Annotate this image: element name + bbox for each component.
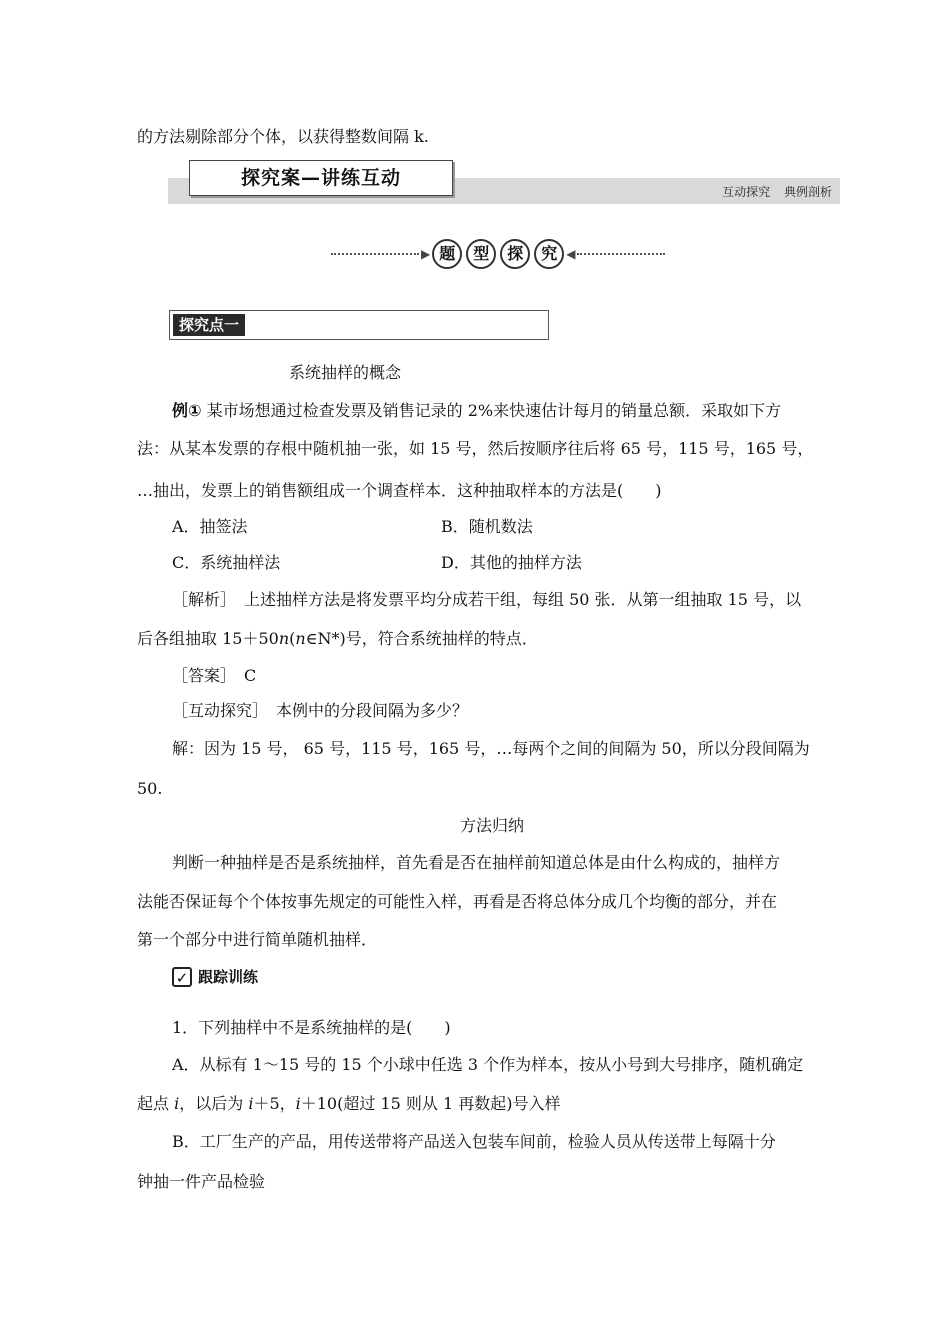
section-char-3: 探 xyxy=(500,239,530,269)
var-n: n xyxy=(278,629,290,648)
q1-text-c: ＋5， xyxy=(253,1094,296,1113)
answer: ［答案］ C xyxy=(172,666,257,685)
q1-text-a: 起点 xyxy=(137,1094,175,1113)
method-line-3: 第一个部分中进行简单随机抽样． xyxy=(137,930,378,949)
tracking-header xyxy=(172,966,258,987)
tracking-label: 跟踪训练 xyxy=(198,968,259,986)
analysis-text-a: 后各组抽取 15＋50 xyxy=(137,629,279,648)
banner-tag-explore: 互动探究 xyxy=(722,185,771,199)
dotted-rule-right xyxy=(577,253,665,255)
example-line-3: …抽出，发票上的销售额组成一个调查样本．这种抽取样本的方法是( ) xyxy=(137,481,662,500)
var-n: n xyxy=(295,629,306,648)
section-char-1: 题 xyxy=(432,239,462,269)
q1-text-d: ＋10(超过 15 则从 1 再数起)号入样 xyxy=(300,1094,561,1113)
banner-title: 探究案—讲练互动 xyxy=(189,160,453,196)
method-title: 方法归纳 xyxy=(460,816,525,835)
q1-option-b-1: B．工厂生产的产品，用传送带将产品送入包装车间前，检验人员从传送带上每隔十分 xyxy=(172,1132,776,1151)
method-line-1: 判断一种抽样是否是系统抽样，首先看是否在抽样前知道总体是由什么构成的，抽样方 xyxy=(172,853,781,872)
banner-tag-examples: 典例剖析 xyxy=(783,185,832,199)
example-line-1 xyxy=(172,400,781,422)
analysis-text-c: ∈N*)号，符合系统抽样的特点． xyxy=(305,629,538,648)
dotted-rule-left xyxy=(331,253,419,255)
point-label: 探究点一 xyxy=(173,314,245,336)
example-line-2: 法：从某本发票的存根中随机抽一张，如 15 号，然后按顺序往后将 65 号，115 号，165 号， xyxy=(137,439,814,458)
banner-tags xyxy=(712,184,832,200)
var-i: i xyxy=(248,1094,254,1113)
q1-option-a-2 xyxy=(137,1093,560,1115)
section-char-2: 型 xyxy=(466,239,496,269)
section-char-4: 究 xyxy=(534,239,564,269)
q1-stem: 1．下列抽样中不是系统抽样的是( ) xyxy=(172,1018,451,1037)
analysis-text-b: ( xyxy=(289,629,296,648)
point-box xyxy=(169,310,549,340)
method-line-2: 法能否保证每个个体按事先规定的可能性入样，再看是否将总体分成几个均衡的部分，并在 xyxy=(137,892,778,911)
point-title: 系统抽样的概念 xyxy=(289,363,402,382)
var-i: i xyxy=(174,1094,180,1113)
option-a: A．抽签法 xyxy=(172,517,248,536)
arrow-left-icon: ◀ xyxy=(566,247,576,261)
q1-option-b-2: 钟抽一件产品检验 xyxy=(137,1172,266,1191)
explore-answer-2: 50. xyxy=(137,779,163,798)
section-header xyxy=(329,234,667,274)
option-b: B．随机数法 xyxy=(441,517,533,536)
example-text-1: 某市场想通过检查发票及销售记录的 2%来快速估计每月的销量总额．采取如下方 xyxy=(206,401,782,420)
var-i: i xyxy=(295,1094,301,1113)
intro-line: 的方法剔除部分个体，以获得整数间隔 k. xyxy=(137,127,429,146)
example-label: 例① xyxy=(172,401,202,420)
q1-text-b: ，以后为 xyxy=(179,1094,249,1113)
explore-question: ［互动探究］ 本例中的分段间隔为多少？ xyxy=(172,701,469,720)
explore-answer-1: 解：因为 15 号， 65 号，115 号，165 号，…每两个之间的间隔为 50，所以分段间隔为 xyxy=(172,739,810,758)
arrow-right-icon: ▶ xyxy=(421,247,431,261)
option-c: C．系统抽样法 xyxy=(172,553,281,572)
analysis-line-1: ［解析］ 上述抽样方法是将发票平均分成若干组，每组 50 张．从第一组抽取 15 号，以 xyxy=(172,590,802,609)
analysis-line-2 xyxy=(137,628,538,650)
q1-option-a-1: A．从标有 1～15 号的 15 个小球中任选 3 个作为样本，按从小号到大号排序，随机确定 xyxy=(172,1055,804,1074)
check-icon: ✓ xyxy=(172,967,192,987)
option-d: D．其他的抽样方法 xyxy=(441,553,582,572)
